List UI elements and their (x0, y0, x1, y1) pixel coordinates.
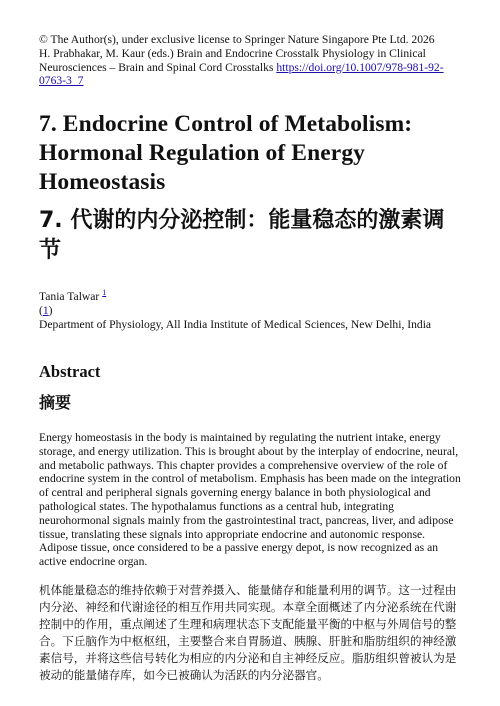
author-name: Tania Talwar (39, 290, 100, 304)
publication-metadata (39, 33, 461, 88)
copyright-line: © The Author(s), under exclusive license to Springer Nature Singapore Pte Ltd. 2026 (39, 33, 435, 46)
doi-link[interactable]: https://doi.org/10.1007/978-981-92-0763-3_7 (39, 60, 444, 88)
chapter-title-chinese: 7. 代谢的内分泌控制：能量稳态的激素调节 (39, 208, 445, 264)
abstract-paragraph-english: Energy homeostasis in the body is maintained by regulating the nutrient intake, energy storage, and energy utilization. This is brought about by the interplay of endocrine, neural, and metabolic pathways. This chapter provides a comprehensive overview of the role of endocrine system in the control of metabolism. Emphasis has been made on the integration of central and peripheral signals governing energy balance in both physiological and pathological states. The hypothalamus functions as a central hub, integrating neurohormonal signals mainly from the gastrointestinal tract, pancreas, liver, and adipose tissue, translating these signals into appropriate endocrine and autonomic response. Adipose tissue, once considered to be a passive energy depot, is now recognized as an active endocrine organ. (39, 431, 461, 569)
chapter-title-english: 7. Endocrine Control of Metabolism: Hormonal Regulation of Energy Homeostasis (39, 111, 413, 196)
author-affiliation-sup-link[interactable]: 1 (102, 288, 107, 298)
abstract-heading-chinese: 摘要 (39, 393, 72, 413)
affiliation-text: Department of Physiology, All India Institute of Medical Sciences, New Delhi, India (39, 318, 432, 332)
affiliation-ref: (1) (39, 304, 53, 318)
affiliation-ref-link[interactable]: 1 (42, 304, 49, 318)
document-page (39, 33, 461, 684)
abstract-heading-english: Abstract (39, 362, 101, 382)
citation-line: H. Prabhakar, M. Kaur (eds.) Brain and Endocrine Crosstalk Physiology in Clinical Neurosciences – Brain and Spinal Cord Crosstalks (39, 46, 426, 74)
abstract-paragraph-chinese: 机体能量稳态的维持依赖于对营养摄入、能量储存和能量利用的调节。这一过程由内分泌、神经和代谢途径的相互作用共同实现。本章全面概述了内分泌系统在代谢控制中的作用，重点阐述了生理和病理状态下支配能量平衡的中枢与外周信号的整合。下丘脑作为中枢枢纽，主要整合来自胃肠道、胰腺、肝脏和脂肪组织的神经激素信号，并将这些信号转化为相应的内分泌和自主神经反应。脂肪组织曾被认为是被动的能量储存库，如今已被确认为活跃的内分泌器官。 (39, 583, 457, 683)
author-line (39, 286, 461, 304)
